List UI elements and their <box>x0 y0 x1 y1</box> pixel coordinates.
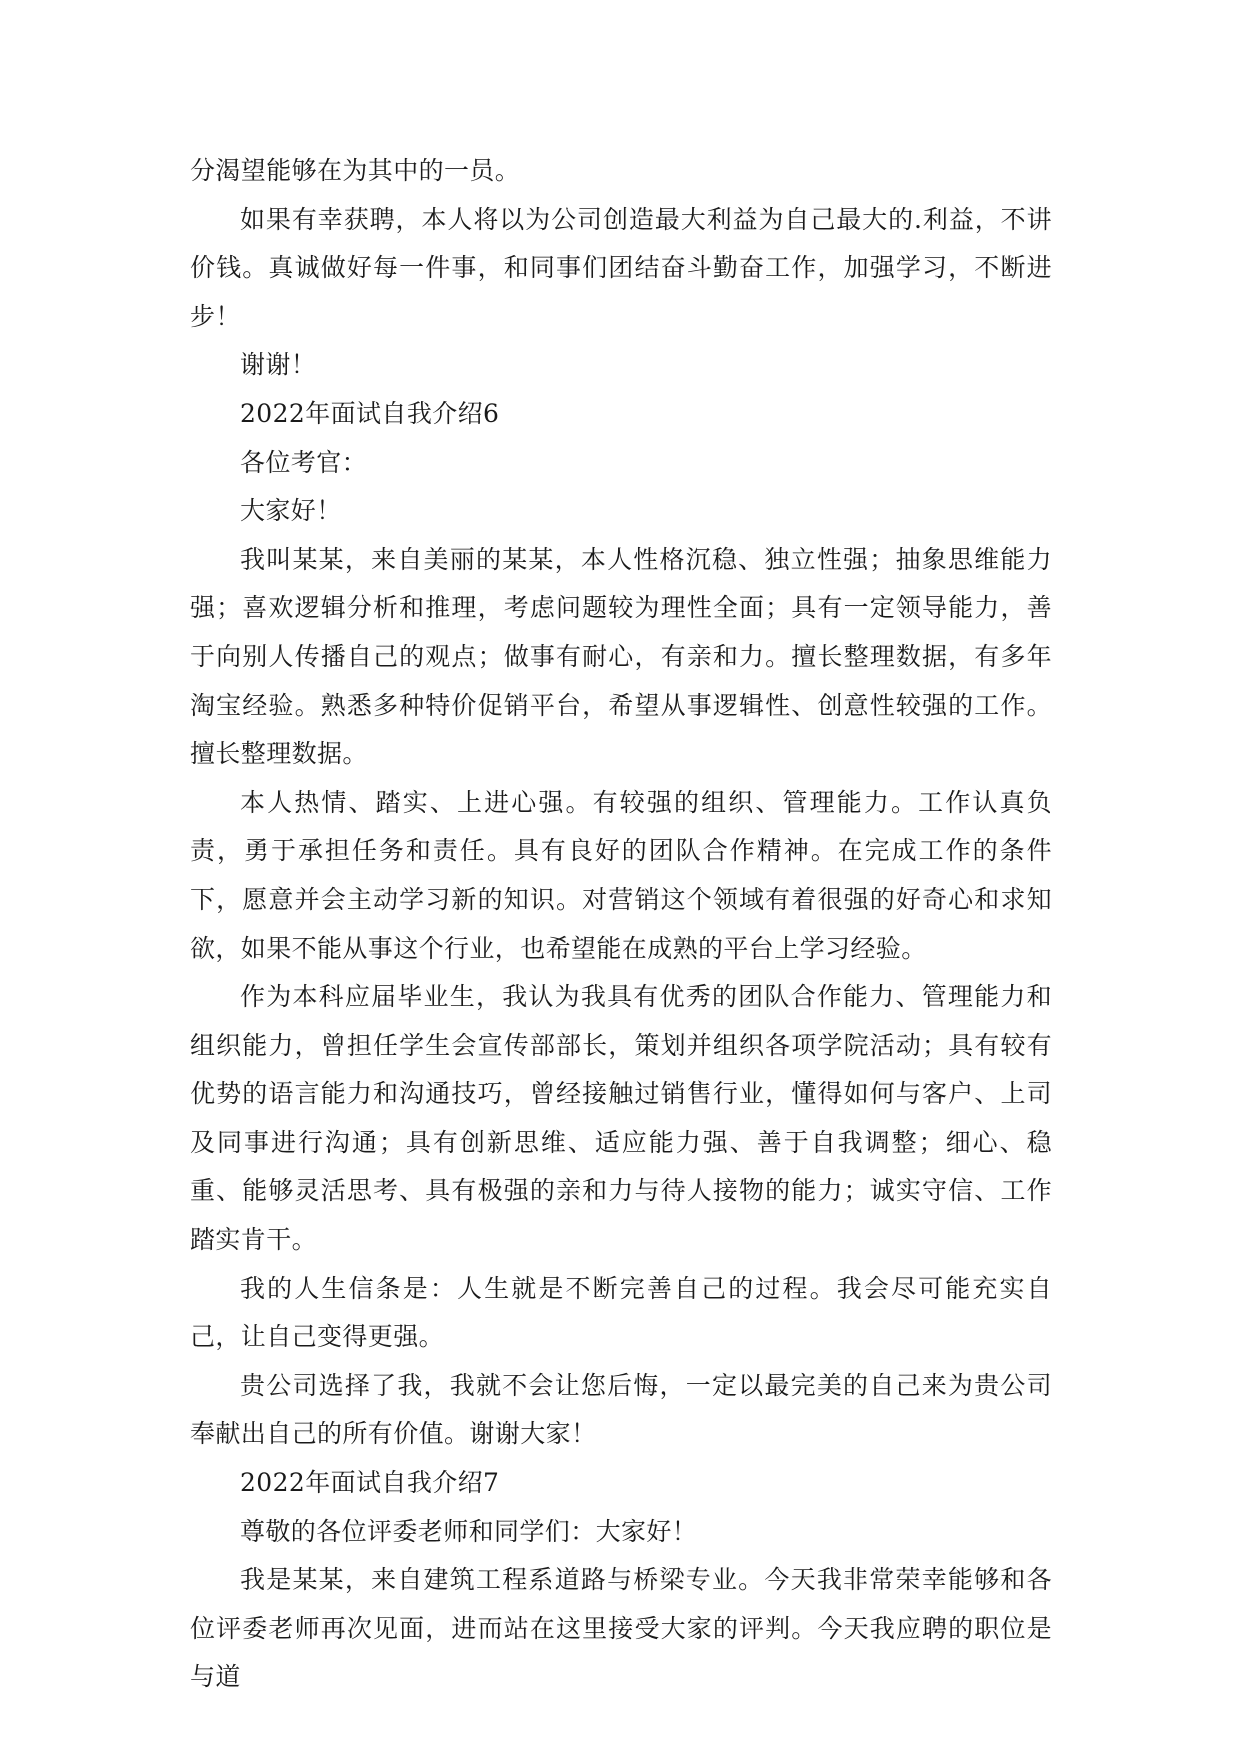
section-heading-6: 2022年面试自我介绍6 <box>240 398 500 428</box>
paragraph: 贵公司选择了我，我就不会让您后悔，一定以最完美的自己来为贵公司奉献出自己的所有价值。谢谢大家！ <box>190 1370 1052 1449</box>
salutation: 尊敬的各位评委老师和同学们：大家好！ <box>240 1516 698 1546</box>
paragraph: 作为本科应届毕业生，我认为我具有优秀的团队合作能力、管理能力和组织能力，曾担任学生会宣传部部长，策划并组织各项学院活动；具有较有优势的语言能力和沟通技巧，曾经接触过销售行业，懂得如何与客户、上司及同事进行沟通；具有创新思维、适应能力强、善于自我调整；细心、稳重、能够灵活思考、具有极强的亲和力与待人接物的能力；诚实守信、工作踏实肯干。 <box>190 982 1052 1255</box>
paragraph: 如果有幸获聘，本人将以为公司创造最大利益为自己最大的.利益，不讲价钱。真诚做好每一件事，和同事们团结奋斗勤奋工作，加强学习，不断进步！ <box>190 204 1052 331</box>
paragraph-thanks: 谢谢！ <box>240 350 317 380</box>
paragraph-continuation: 分渴望能够在为其中的一员。 <box>190 156 521 185</box>
greeting: 大家好！ <box>240 496 342 526</box>
paragraph: 我是某某，来自建筑工程系道路与桥梁专业。今天我非常荣幸能够和各位评委老师再次见面，进而站在这里接受大家的评判。今天我应聘的职位是与道 <box>190 1565 1052 1692</box>
paragraph: 我叫某某，来自美丽的某某，本人性格沉稳、独立性强；抽象思维能力强；喜欢逻辑分析和推理，考虑问题较为理性全面；具有一定领导能力，善于向别人传播自己的观点；做事有耐心，有亲和力。擅长整理数据，有多年淘宝经验。熟悉多种特价促销平台，希望从事逻辑性、创意性较强的工作。擅长整理数据。 <box>190 544 1052 769</box>
salutation: 各位考官： <box>240 447 368 477</box>
paragraph: 本人热情、踏实、上进心强。有较强的组织、管理能力。工作认真负责，勇于承担任务和责任。具有良好的团队合作精神。在完成工作的条件下，愿意并会主动学习新的知识。对营销这个领域有着很强的好奇心和求知欲，如果不能从事这个行业，也希望能在成熟的平台上学习经验。 <box>190 787 1052 963</box>
paragraph: 我的人生信条是：人生就是不断完善自己的过程。我会尽可能充实自己，让自己变得更强。 <box>190 1273 1052 1352</box>
document-page <box>190 147 1052 1702</box>
section-heading-7: 2022年面试自我介绍7 <box>240 1468 500 1498</box>
